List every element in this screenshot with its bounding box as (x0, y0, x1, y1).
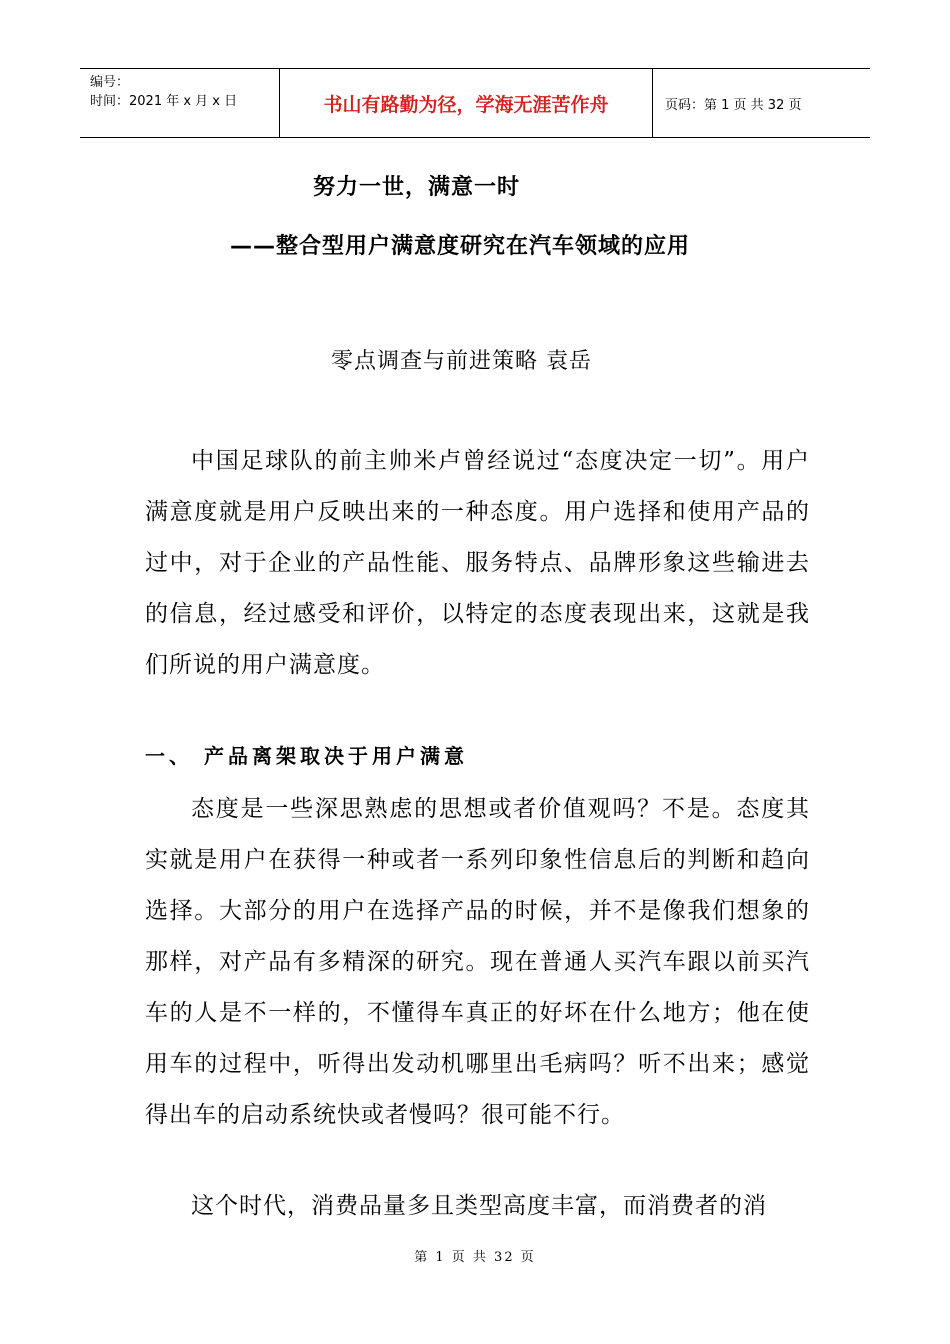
header-motto: 书山有路勤为径，学海无涯苦作舟 (280, 69, 653, 137)
document-header (80, 68, 870, 138)
document-subtitle: ——整合型用户满意度研究在汽车领域的应用 (230, 234, 691, 259)
header-page-info: 页码：第 1 页 共 32 页 (665, 97, 802, 113)
header-number-label: 编号： (90, 75, 130, 90)
document-title: 努力一世，满意一时 (313, 175, 521, 200)
body-paragraph: 中国足球队的前主帅米卢曾经说过“态度决定一切”。用户满意度就是用户反映出来的一种态度。用户选择和使用产品的过中，对于企业的产品性能、服务特点、品牌形象这些输进去的信息，经过感受和评价，以特定的态度表现出来，这就是我们所说的用户满意度。 (145, 448, 810, 678)
header-meta (80, 69, 280, 137)
page-footer: 第 1 页 共 32 页 (414, 1250, 536, 1265)
header-date-label: 时间：2021 年 x 月 x 日 (90, 94, 238, 109)
section-heading: 一、 产品离架取决于用户满意 (145, 744, 468, 768)
body-paragraph: 态度是一些深思熟虑的思想或者价值观吗？不是。态度其实就是用户在获得一种或者一系列印象性信息后的判断和趋向选择。大部分的用户在选择产品的时候，并不是像我们想象的那样，对产品有多精深的研究。现在普通人买汽车跟以前买汽车的人是不一样的，不懂得车真正的好坏在什么地方；他在使用车的过程中，听得出发动机哪里出毛病吗？听不出来；感觉得出车的启动系统快或者慢吗？很可能不行。 (145, 796, 810, 1128)
body-paragraph: 这个时代，消费品量多且类型高度丰富，而消费者的消 (191, 1193, 767, 1219)
document-author: 零点调查与前进策略 袁岳 (331, 349, 592, 374)
